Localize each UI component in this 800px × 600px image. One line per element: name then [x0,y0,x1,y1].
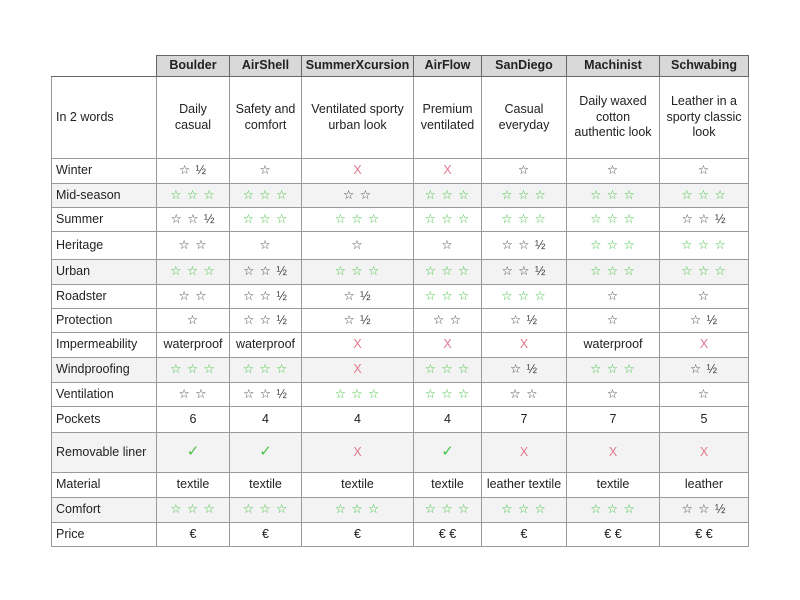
table-cell [414,433,482,473]
table-cell [157,208,230,232]
check-icon: ✓ [186,443,200,461]
table-cell [302,407,414,433]
table-cell [157,260,230,285]
cross-icon: X [353,362,362,377]
check-icon: ✓ [441,443,454,461]
table-cell [567,383,660,407]
rating-stars: ☆ ☆ ☆ [334,264,381,279]
table-cell [414,473,482,498]
table-cell [482,77,567,159]
row-label: Pockets [52,407,157,433]
table-cell [157,407,230,433]
table-cell [157,309,230,333]
header-row [52,56,749,77]
cell-value: Ventilated sporty urban look [311,102,404,132]
table-cell [230,184,302,208]
rating-stars: ☆ [259,237,272,252]
column-header: SummerXcursion [302,56,414,77]
comparison-table [51,55,749,547]
table-cell [660,184,749,208]
cell-value: Casual everyday [498,102,550,132]
table-cell [230,232,302,260]
table-cell [482,407,567,433]
column-header: AirFlow [414,56,482,77]
cell-value: € [520,526,528,541]
column-header: SanDiego [482,56,567,77]
table-row [52,309,749,333]
rating-stars: ☆ ☆ ☆ [424,386,471,401]
cross-icon: X [443,163,452,178]
cell-value: 7 [520,411,528,426]
rating-stars: ☆ ½ [509,362,539,377]
cross-icon: X [353,444,362,459]
table-row [52,77,749,159]
rating-stars: ☆ ☆ ☆ [242,362,289,377]
cell-value: leather textile [486,477,562,492]
rating-stars: ☆ ☆ ☆ [590,211,636,226]
column-header: Boulder [157,56,230,77]
table-cell [660,473,749,498]
rating-stars: ☆ ☆ ☆ [681,187,727,202]
row-label: Windproofing [52,358,157,383]
cell-value: Daily casual [174,102,212,132]
table-cell [230,523,302,547]
table-cell [482,358,567,383]
table-cell [660,333,749,358]
table-cell [660,260,749,285]
rating-stars: ☆ ☆ ☆ [681,264,727,279]
table-cell [482,383,567,407]
table-cell [567,407,660,433]
rating-stars: ☆ ☆ ☆ [424,264,471,279]
rating-stars: ☆ ☆ ☆ [590,502,636,517]
table-cell [567,473,660,498]
table-cell [157,473,230,498]
table-cell [302,473,414,498]
table-row [52,232,749,260]
table-row [52,208,749,232]
rating-stars: ☆ ☆ ☆ [424,362,471,377]
table-cell [157,523,230,547]
table-cell [660,523,749,547]
table-cell [482,333,567,358]
table-cell [302,333,414,358]
table-cell [482,184,567,208]
column-header: Machinist [567,56,660,77]
table-cell [230,260,302,285]
row-label: Ventilation [52,383,157,407]
cross-icon: X [519,444,529,459]
table-cell [230,473,302,498]
cell-value: € € [604,526,622,541]
rating-stars: ☆ ☆ ½ [681,502,727,517]
cell-value: 4 [354,411,361,426]
rating-stars: ☆ ½ [689,362,719,377]
cell-value: Leather in a sporty classic look [666,94,742,140]
table-cell [302,383,414,407]
table-cell [157,498,230,523]
table-cell [660,232,749,260]
table-cell [482,498,567,523]
table-cell [230,309,302,333]
row-label: Winter [52,159,157,184]
table-cell [482,260,567,285]
rating-stars: ☆ ½ [509,312,539,327]
cell-value: textile [249,477,282,492]
cell-value: Premium ventilated [420,102,475,132]
table-cell [302,433,414,473]
rating-stars: ☆ ☆ ☆ [170,362,216,377]
table-row [52,407,749,433]
table-cell [302,523,414,547]
cross-icon: X [608,444,618,459]
cell-value: leather [684,477,724,492]
cell-value: 4 [444,411,451,426]
rating-stars: ☆ ½ [343,288,372,303]
cell-value: € [354,526,361,541]
rating-stars: ☆ ☆ ½ [501,237,547,252]
rating-stars: ☆ ½ [343,312,372,327]
table-cell [414,184,482,208]
rating-stars: ☆ ☆ ☆ [681,237,727,252]
rating-stars: ☆ [606,386,620,401]
check-icon: ✓ [259,443,272,461]
rating-stars: ☆ ☆ ☆ [170,502,216,517]
row-label: Comfort [52,498,157,523]
corner-cell [52,56,157,77]
rating-stars: ☆ ☆ ½ [243,264,288,279]
table-cell [414,159,482,184]
row-label: Urban [52,260,157,285]
rating-stars: ☆ ☆ ☆ [424,211,471,226]
table-cell [660,433,749,473]
row-label: Impermeability [52,333,157,358]
table-cell [660,285,749,309]
table-cell [302,260,414,285]
rating-stars: ☆ [697,288,711,303]
table-cell [482,433,567,473]
rating-stars: ☆ ☆ ½ [170,211,216,226]
rating-stars: ☆ ☆ [178,386,208,401]
cell-value: € € [438,526,457,541]
table-cell [482,473,567,498]
rating-stars: ☆ [606,163,620,178]
table-row [52,523,749,547]
cross-icon: X [443,337,452,352]
row-label: In 2 words [52,77,157,159]
table-cell [302,208,414,232]
rating-stars: ☆ ½ [689,312,719,327]
table-cell [660,407,749,433]
table-row [52,260,749,285]
table-cell [414,232,482,260]
rating-stars: ☆ [259,163,272,178]
table-cell [660,309,749,333]
table-cell [157,383,230,407]
cell-value: 7 [609,411,617,426]
cross-icon: X [353,337,362,352]
rating-stars: ☆ [186,312,200,327]
table-cell [660,358,749,383]
cross-icon: X [353,163,362,178]
row-label: Removable liner [52,433,157,473]
cell-value: Daily waxed cotton authentic look [574,94,652,140]
row-label: Roadster [52,285,157,309]
table-cell [302,184,414,208]
cell-value: Safety and comfort [235,102,296,132]
table-cell [414,523,482,547]
rating-stars: ☆ [351,237,364,252]
table-cell [567,208,660,232]
rating-stars: ☆ ☆ ☆ [334,502,381,517]
rating-stars: ☆ ☆ ☆ [242,187,289,202]
table-cell [660,77,749,159]
table-cell [302,232,414,260]
rating-stars: ☆ ½ [178,163,208,178]
table-cell [567,77,660,159]
table-cell [660,159,749,184]
cell-value: textile [176,477,210,492]
table-cell [482,208,567,232]
column-header: Schwabing [660,56,749,77]
rating-stars: ☆ ☆ ☆ [334,211,381,226]
table-cell [414,358,482,383]
table-cell [302,309,414,333]
cell-value: textile [341,477,374,492]
table-cell [230,358,302,383]
table-cell [660,498,749,523]
rating-stars: ☆ ☆ ☆ [170,264,216,279]
cell-value: waterproof [583,337,643,352]
table-cell [567,523,660,547]
table-cell [414,208,482,232]
table-row [52,285,749,309]
table-cell [482,523,567,547]
column-header: AirShell [230,56,302,77]
rating-stars: ☆ ☆ ☆ [424,187,471,202]
table-cell [414,77,482,159]
table-cell [157,285,230,309]
table-cell [482,309,567,333]
rating-stars: ☆ [606,288,620,303]
cell-value: textile [431,477,464,492]
table-cell [157,433,230,473]
table-cell [302,498,414,523]
rating-stars: ☆ ☆ ☆ [501,288,547,303]
rating-stars: ☆ ☆ ½ [243,312,288,327]
rating-stars: ☆ ☆ ☆ [590,264,636,279]
table-cell [414,407,482,433]
table-cell [414,498,482,523]
table-cell [567,333,660,358]
cell-value: € [262,526,269,541]
table-cell [567,433,660,473]
table-row [52,184,749,208]
rating-stars: ☆ ☆ ☆ [501,502,547,517]
table-cell [567,309,660,333]
table-cell [660,208,749,232]
row-label: Price [52,523,157,547]
table-cell [157,232,230,260]
table-cell [567,498,660,523]
table-cell [567,260,660,285]
row-label: Material [52,473,157,498]
rating-stars: ☆ ☆ ☆ [424,288,471,303]
table-cell [414,333,482,358]
rating-stars: ☆ [606,312,620,327]
table-row [52,498,749,523]
table-cell [482,232,567,260]
table-row [52,473,749,498]
table-cell [230,498,302,523]
rating-stars: ☆ ☆ [509,386,539,401]
table-cell [230,159,302,184]
table-cell [567,285,660,309]
rating-stars: ☆ ☆ ☆ [424,502,471,517]
table-cell [302,285,414,309]
rating-stars: ☆ ☆ [178,237,208,252]
row-label: Heritage [52,232,157,260]
cross-icon: X [699,444,709,459]
cell-value: waterproof [163,337,223,352]
table-cell [482,285,567,309]
cell-value: textile [596,477,630,492]
rating-stars: ☆ ☆ ☆ [590,187,636,202]
rating-stars: ☆ ☆ [433,312,462,327]
rating-stars: ☆ ☆ ☆ [242,211,289,226]
rating-stars: ☆ ☆ ½ [681,211,727,226]
rating-stars: ☆ [697,386,711,401]
cell-value: € [189,526,197,541]
table-cell [230,208,302,232]
cell-value: 5 [700,411,708,426]
table-cell [414,260,482,285]
rating-stars: ☆ ☆ ½ [501,264,547,279]
cell-value: 4 [262,411,269,426]
table-cell [302,159,414,184]
table-row [52,383,749,407]
rating-stars: ☆ [517,163,531,178]
table-cell [482,159,567,184]
table-cell [302,77,414,159]
rating-stars: ☆ ☆ ☆ [170,187,216,202]
table-cell [567,232,660,260]
table-cell [302,358,414,383]
table-row [52,358,749,383]
row-label: Mid-season [52,184,157,208]
rating-stars: ☆ ☆ ☆ [242,502,289,517]
table-cell [157,77,230,159]
cell-value: waterproof [235,337,296,352]
rating-stars: ☆ ☆ ☆ [590,237,636,252]
table-cell [230,407,302,433]
cell-value: 6 [189,411,197,426]
table-cell [567,184,660,208]
table-cell [157,333,230,358]
table-cell [414,309,482,333]
rating-stars: ☆ ☆ [343,187,372,202]
table-row [52,433,749,473]
rating-stars: ☆ ☆ ½ [243,386,288,401]
table-cell [157,159,230,184]
rating-stars: ☆ [697,163,711,178]
table-cell [230,77,302,159]
table-cell [230,383,302,407]
table-cell [157,358,230,383]
rating-stars: ☆ ☆ ☆ [501,211,547,226]
cross-icon: X [699,337,709,352]
table-cell [230,333,302,358]
rating-stars: ☆ ☆ ½ [243,288,288,303]
table-cell [230,433,302,473]
table-row [52,333,749,358]
table-row [52,159,749,184]
table-cell [660,383,749,407]
rating-stars: ☆ ☆ ☆ [334,386,381,401]
rating-stars: ☆ [441,237,454,252]
table-cell [230,285,302,309]
table-cell [567,159,660,184]
rating-stars: ☆ ☆ [178,288,208,303]
table-cell [157,184,230,208]
table-cell [414,383,482,407]
row-label: Protection [52,309,157,333]
table-cell [414,285,482,309]
cross-icon: X [519,337,529,352]
rating-stars: ☆ ☆ ☆ [590,362,636,377]
row-label: Summer [52,208,157,232]
cell-value: € € [695,526,713,541]
rating-stars: ☆ ☆ ☆ [501,187,547,202]
table-cell [567,358,660,383]
